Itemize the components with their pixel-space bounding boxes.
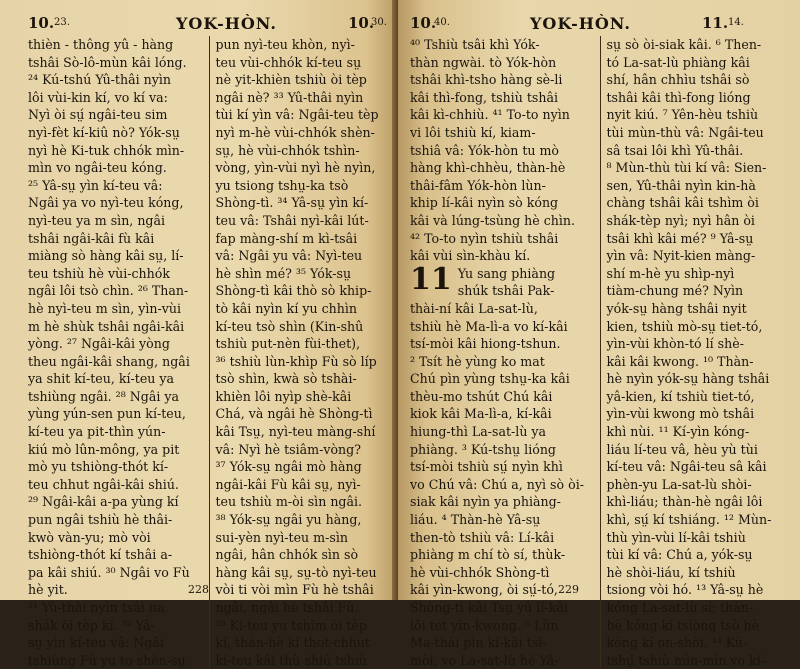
text-line: miàng sò hàng kâi sṳ, lí- <box>28 248 184 264</box>
text-line: ² Tsít hè yùng ko mat <box>410 353 545 369</box>
text-line: nyì-fèt kí-kiû nò? Yók-sṳ <box>28 124 180 140</box>
text-line: kâi Tsṳ, nyì-teu màng-shí <box>215 424 376 440</box>
text-line: kí-teu kâi thù shiú tshiù <box>215 652 367 668</box>
text-line: phiàng m chí tò sí, thùk- <box>410 547 566 563</box>
text-line: phiàng. ³ Kú-tshṳ lióng <box>410 441 556 457</box>
text-line: hè nyìn yók-sṳ hàng tshâi <box>606 371 770 387</box>
right-verse-end: 14. <box>728 17 744 28</box>
left-page-header <box>28 10 388 36</box>
text-line: shúk tshâi Pak- <box>457 283 555 299</box>
text-line: hàng kâi sṳ, sṳ-tò nyì-teu <box>215 564 377 580</box>
text-line: pun ngâi tshiù hè thâi- <box>28 512 173 528</box>
text-line: fap màng-shí m kì-tsâi <box>215 230 358 246</box>
chapter-start-number: 11 <box>410 261 452 297</box>
text-line: kóng La-sat-lù sí; thàn- <box>606 600 754 615</box>
text-line: mìn vo ngâi-teu kóng. <box>28 160 167 176</box>
right-chapter-num-right: 11. <box>702 14 729 32</box>
text-line: mòi, vo La-sat-lù hè Yâ- <box>410 652 559 668</box>
text-line: chàng tshâi kâi tshìm òi <box>606 195 759 211</box>
text-line: khip lí-kâi nyìn sò kóng <box>410 195 559 211</box>
text-line: tshiâ vâ: Yók-hòn tu mò <box>410 142 560 158</box>
text-line: ²⁵ Yâ-sṳ yìn kí-teu vâ: <box>28 177 163 193</box>
text-line: kâi kì-chhiù. ⁴¹ To-to nyìn <box>410 107 570 123</box>
text-line: Chú pìn yùng tshṳ-ka kâi <box>410 371 570 387</box>
text-line: kiú mò lûn-mông, ya pit <box>28 441 180 457</box>
text-line: khì nùi. ¹¹ Kí-yìn kóng- <box>606 424 750 440</box>
text-line: liáu. ⁴ Thàn-hè Yâ-sṳ <box>410 512 541 528</box>
text-line: ya shit kí-teu, kí-teu ya <box>28 371 175 387</box>
text-line: khièn lôi nyìp shè-kâi <box>215 388 352 404</box>
text-line: shák òi tèp kí. ³² Yâ- <box>28 617 155 633</box>
text-line: yu tsiong tshṳ-ka tsò <box>215 177 349 193</box>
text-line: yìn-vùi kwong mò tshâi <box>606 406 755 422</box>
text-line: tiàm-chung mé? Nyìn <box>606 283 744 299</box>
right-page-header <box>410 10 788 36</box>
text-line: nè yit-khièn tshiù òi tèp <box>215 72 367 88</box>
text-line: pun nyì-teu khòn, nyì- <box>215 37 355 52</box>
text-line: tshiù hè Ma-lì-a vo kí-kâi <box>410 318 568 334</box>
text-line: Shòng-tì kâi Tsṳ yû lí-kâi <box>410 600 568 615</box>
text-line: nyì m-hè vùi-chhók shèn- <box>215 124 375 140</box>
text-line: tshâi Sò-lô-mùn kâi lóng. <box>28 54 187 70</box>
text-line: nyì hè Ki-tuk chhók mìn- <box>28 142 185 158</box>
text-line: tshâi khì-tsho hàng sè-li <box>410 72 563 88</box>
left-folio: 228 <box>188 583 209 596</box>
text-line: tsiong vòi hó. ¹³ Yâ-sṳ hè <box>606 582 764 598</box>
text-line: hè shìn mé? ³⁵ Yók-sṳ <box>215 265 352 281</box>
text-line: ngâi lôi tsò chìn. ²⁶ Than- <box>28 283 189 299</box>
text-line: kwò vàn-yu; mò vòi <box>28 529 151 545</box>
left-chapter-num: 10. <box>28 14 55 32</box>
text-line: kâi kâi kwong. ¹⁰ Thàn- <box>606 353 754 369</box>
text-line: tó La-sat-lù phiàng kâi <box>606 54 750 70</box>
text-line: thâi-fâm Yók-hòn lùn- <box>410 177 546 193</box>
text-line: tshâi kâi thì-fong lióng <box>606 89 751 105</box>
text-line: teu vâ: Tshâi nyì-kâi lút- <box>215 212 369 228</box>
text-line: tshiùng Fù yu to shèn-sṳ <box>28 652 186 668</box>
left-chapter-num-right: 10. <box>348 14 375 32</box>
text-line: liáu lí-teu vâ, hèu yù tùi <box>606 441 758 457</box>
text-line: yùng yún-sen pun kí-teu, <box>28 406 186 422</box>
text-line: vòng, yìn-vùi nyì hè nyìn, <box>215 160 376 176</box>
text-line: Ma-thài pìn kí-kâi tsí- <box>410 635 547 651</box>
text-line: hè shòi-liáu, kí tshiù <box>606 564 736 580</box>
text-line: sṳ sò òi-siak kâi. ⁶ Then- <box>606 37 762 52</box>
right-page <box>398 0 800 668</box>
text-line: khì-liáu; thàn-hè ngâi lôi <box>606 494 763 510</box>
text-line: then-tò tshiù vâ: Lí-kâi <box>410 529 555 545</box>
text-line: tùi mùn-thù vâ: Ngâi-teu <box>606 124 764 140</box>
text-line: ngâi-kâi Fù kâi sṳ, nyì- <box>215 476 361 492</box>
text-line: ngâi, ngâi hè tshâi Fù. <box>215 600 359 615</box>
text-line: teu vùi-chhók kí-teu sṳ <box>215 54 362 70</box>
left-running-title: YOK-HÒN. <box>176 14 277 33</box>
text-line: ³⁹ Kí-teu yu tshìm òi tèp <box>215 617 367 633</box>
text-line: yók-sṳ hàng tshâi nyit <box>606 300 747 316</box>
text-line: ³⁸ Yók-sṳ ngâi yu hàng, <box>215 512 362 528</box>
left-page <box>0 0 398 668</box>
text-line: sṳ yìn kí-teu vâ: Ngâi <box>28 635 164 651</box>
text-line: vâ: Ngâi yu vâ: Nyì-teu <box>215 248 363 264</box>
text-line: khì, sṳ́ kí tshiáng. ¹² Mùn- <box>606 512 772 528</box>
text-line: sâ tsai lôi khì Yû-thâi. <box>606 142 744 158</box>
right-folio: 229 <box>558 583 579 596</box>
text-line: ⁴² To-to nyìn tshiù tshâi <box>410 230 559 246</box>
text-line: ⁴⁰ Tshiù tsâi khì Yók- <box>410 37 540 52</box>
text-line: theu ngâi-kâi shang, ngâi <box>28 353 190 369</box>
text-line: hè kóng kí tsiòng tsò hè <box>606 617 760 633</box>
text-line: tsí-mòi kâi hiong-tshun. <box>410 336 561 352</box>
text-line: kâi vùi sìn-khàu kí. <box>410 248 531 264</box>
text-line: kóng kí on-shòi. ¹⁴ Kù- <box>606 635 748 651</box>
text-line: thù yìn-vùi lí-kâi tshiù <box>606 529 746 545</box>
text-line: vi lôi tshiù kí, kiam- <box>410 124 536 140</box>
text-line: Ngâi ya vo nyì-teu kóng, <box>28 195 184 211</box>
text-line: yìn-vùi khòn-tó lí shè- <box>606 336 744 352</box>
text-line: ⁸ Mùn-thù tùi kí vâ: Sien- <box>606 160 767 176</box>
text-line: kâi thì-fong, tshiù tshâi <box>410 89 558 105</box>
text-line: tò kâi nyìn kí yu chhìn <box>215 300 357 316</box>
text-line: ³¹ Yû-thâi nyìn tsâi na <box>28 600 165 615</box>
text-line: kâi yìn-kwong, òi sṳ́-tó, <box>410 582 558 598</box>
text-line: ngâi nè? ³³ Yû-thâi nyìn <box>215 89 364 105</box>
text-line: thèu-mo tshút Chú kâi <box>410 388 553 404</box>
text-line: tùi kí yìn vâ: Ngâi-teu tèp <box>215 107 379 123</box>
text-line: Nyì òi sṳ́ ngâi-teu sim <box>28 107 168 123</box>
right-verse-start: 40. <box>434 17 450 28</box>
text-line: kâi và lúng-tsùng hè chìn. <box>410 212 576 228</box>
text-line: tshiòng-thót kí tshâi a- <box>28 547 173 563</box>
text-line: tshiùng ngâi. ²⁸ Ngâi ya <box>28 388 180 404</box>
text-line: shí, hân chhìu tshâi sò <box>606 72 750 88</box>
text-line: Yu sang phiàng <box>457 265 556 281</box>
text-line: yâ-kien, kí tshiù tiet-tó, <box>606 388 755 404</box>
text-line: Shòng-tì kâi thò sò khip- <box>215 283 372 299</box>
left-column-2 <box>209 36 389 669</box>
text-line: ³⁶ tshiù lùn-khìp Fù sò líp <box>215 353 377 369</box>
text-line: Chá, và ngâi hè Shòng-tì <box>215 406 373 422</box>
text-line: Shòng-tì. ³⁴ Yâ-sṳ yìn kí- <box>215 195 369 211</box>
text-line: kien, tshiù mò-sṳ tiet-tó, <box>606 318 763 334</box>
right-column-2 <box>600 36 789 669</box>
text-line: mò yu tshiòng-thót kí- <box>28 459 169 475</box>
text-line: tshṳ́ tshiù mìn-mìn vo kí- <box>606 652 766 668</box>
text-line: kí, thàn-hè kí thot-chhut <box>215 635 370 651</box>
text-line: ngâi, hân chhók sìn sò <box>215 547 359 563</box>
left-verse-end: 30. <box>371 17 387 28</box>
text-line: lôi vùi-kin kí, vo kí va: <box>28 89 168 105</box>
text-line: sṳ, hè vùi-chhók tshìn- <box>215 142 360 158</box>
text-line: hè vùi-chhók Shòng-tì <box>410 564 550 580</box>
text-line: vòi ti vòi mìn Fù hè tshâi <box>215 582 374 598</box>
text-line: sui-yèn nyì-teu m-sìn <box>215 529 348 545</box>
text-line: ²⁴ Kú-tshú Yû-thâi nyìn <box>28 72 172 88</box>
text-line: shí m-hè yu shìp-nyì <box>606 265 735 281</box>
text-line: vâ: Nyì hè tsiâm-vòng? <box>215 441 361 457</box>
text-line: thàn ngwài. tò Yók-hòn <box>410 54 557 70</box>
text-line: tshiù put-nèn fùi-thet), <box>215 336 361 352</box>
text-line: hè yit. <box>28 582 68 598</box>
text-line: tshâi ngâi-kâi fù kâi <box>28 230 155 246</box>
left-column-1 <box>28 36 201 669</box>
text-line: tsâi khì kâi mé? ⁹ Yâ-sṳ <box>606 230 754 246</box>
left-verse-start: 23. <box>54 17 70 28</box>
text-line: yòng. ²⁷ Ngâi-kâi yòng <box>28 336 170 352</box>
text-line: lôi tet yìn-kwong. ⁵ Lùn <box>410 617 559 633</box>
text-line: teu tshiù m-òi sìn ngâi. <box>215 494 363 510</box>
right-chapter-num: 10. <box>410 14 437 32</box>
text-line: kiok kâi Ma-lì-a, kí-kâi <box>410 406 552 422</box>
text-line: yìn vâ: Nyit-kien màng- <box>606 248 756 264</box>
text-line: phèn-yu La-sat-lù shòi- <box>606 476 752 492</box>
text-line: nyì-teu ya m sìn, ngâi <box>28 212 166 228</box>
text-line: tsò shìn, kwà sò tshài- <box>215 371 357 387</box>
text-line: kí-teu tsò shìn (Kin-shû <box>215 318 364 334</box>
text-line: thièn - thông yû - hàng <box>28 37 174 52</box>
text-line: hè nyì-teu m sìn, yìn-vùi <box>28 300 182 316</box>
text-line: thài-ní kâi La-sat-lù, <box>410 300 538 316</box>
text-line: kí-teu ya pit-thìn yún- <box>28 424 166 440</box>
text-line: shák-tèp nyì; nyì hân òi <box>606 212 755 228</box>
text-line: pa kâi shiú. ³⁰ Ngâi vo Fù <box>28 564 190 580</box>
text-line: siak kâi nyìn ya phiàng- <box>410 494 561 510</box>
text-line: vo Chú vâ: Chú a, nyì sò òi- <box>410 476 584 492</box>
text-line: tùi kí vâ: Chú a, yók-sṳ <box>606 547 753 563</box>
right-running-title: YOK-HÒN. <box>530 14 631 33</box>
text-line: teu chhut ngâi-kâi shiú. <box>28 476 179 492</box>
text-line: m hè shùk tshâi ngâi-kâi <box>28 318 185 334</box>
text-line: teu tshiù hè vùi-chhók <box>28 265 170 281</box>
text-line: sen, Yû-thâi nyìn kin-hà <box>606 177 756 193</box>
text-line: hiung-thì La-sat-lù ya <box>410 424 547 440</box>
right-column-1 <box>410 36 592 669</box>
text-line: kí-teu vâ: Ngâi-teu sâ kâi <box>606 459 767 475</box>
text-line: tsí-mòi tshiù sṳ́ nyìn khì <box>410 459 563 475</box>
text-line: ³⁷ Yók-sṳ ngâi mò hàng <box>215 459 362 475</box>
text-line: nyit kiú. ⁷ Yên-hèu tshiù <box>606 107 759 123</box>
text-line: ²⁹ Ngâi-kâi a-pa yùng kí <box>28 494 179 510</box>
text-line: hàng khì-chhèu, thàn-hè <box>410 160 566 176</box>
